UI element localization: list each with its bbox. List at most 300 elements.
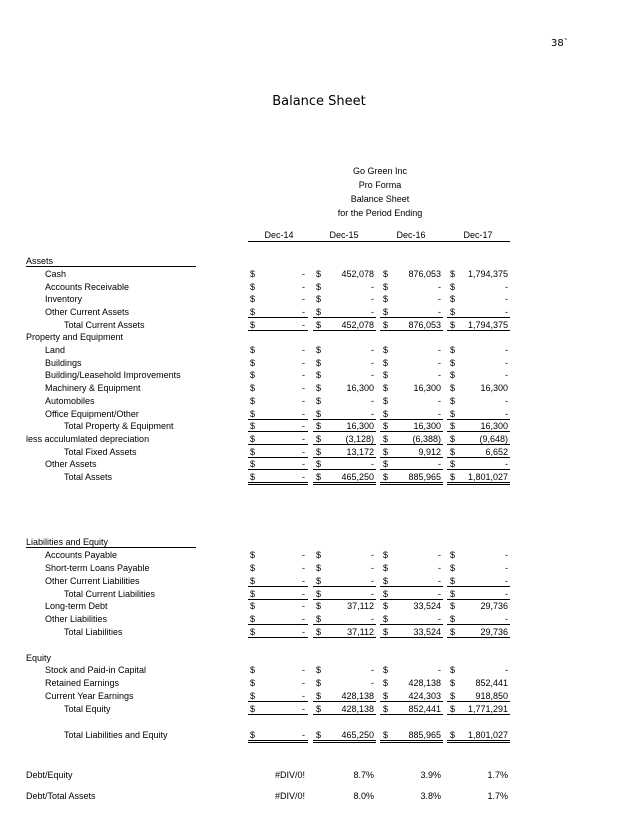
currency-symbol: $ — [316, 589, 322, 599]
cell-value: 885,965 — [408, 730, 441, 740]
row-label: Short-term Loans Payable — [45, 563, 150, 573]
statement-subtitle: Pro Forma — [358, 180, 402, 190]
currency-symbol: $ — [383, 447, 389, 457]
currency-symbol: $ — [250, 358, 256, 368]
currency-symbol: $ — [250, 459, 256, 469]
cell-value: - — [438, 409, 441, 419]
currency-symbol: $ — [316, 282, 322, 292]
currency-symbol: $ — [316, 320, 322, 330]
cell-value: 16,300 — [346, 421, 374, 431]
cell-value: - — [505, 589, 508, 599]
double-underline — [313, 482, 376, 485]
currency-symbol: $ — [250, 678, 256, 688]
cell-value: 33,524 — [413, 627, 441, 637]
cell-value: 428,138 — [341, 704, 374, 714]
row-label: Other Assets — [45, 459, 97, 469]
currency-symbol: $ — [450, 396, 456, 406]
cell-value: - — [302, 691, 305, 701]
subtotal-underline — [447, 330, 510, 331]
cell-value: - — [505, 345, 508, 355]
ratio-value: 8.0% — [353, 791, 374, 801]
currency-symbol: $ — [450, 576, 456, 586]
currency-symbol: $ — [250, 269, 256, 279]
subtotal-underline — [380, 444, 443, 445]
currency-symbol: $ — [450, 550, 456, 560]
cell-value: 6,652 — [485, 447, 508, 457]
currency-symbol: $ — [250, 614, 256, 624]
cell-value: 16,300 — [480, 421, 508, 431]
ratio-value: 1.7% — [487, 791, 508, 801]
row-label: Office Equipment/Other — [45, 409, 139, 419]
currency-symbol: $ — [250, 550, 256, 560]
cell-value: - — [438, 307, 441, 317]
currency-symbol: $ — [383, 576, 389, 586]
cell-value: 424,303 — [408, 691, 441, 701]
cell-value: 16,300 — [480, 383, 508, 393]
subtotal-underline — [447, 701, 510, 702]
cell-value: 9,912 — [418, 447, 441, 457]
cell-value: - — [371, 396, 374, 406]
section-underline — [26, 266, 196, 267]
currency-symbol: $ — [316, 421, 322, 431]
currency-symbol: $ — [316, 691, 322, 701]
currency-symbol: $ — [450, 601, 456, 611]
currency-symbol: $ — [316, 396, 322, 406]
currency-symbol: $ — [316, 730, 322, 740]
subtotal-underline — [313, 624, 376, 625]
currency-symbol: $ — [450, 614, 456, 624]
currency-symbol: $ — [383, 396, 389, 406]
cell-value: - — [302, 614, 305, 624]
currency-symbol: $ — [450, 269, 456, 279]
ratio-value: 3.8% — [420, 791, 441, 801]
currency-symbol: $ — [383, 459, 389, 469]
currency-symbol: $ — [250, 370, 256, 380]
currency-symbol: $ — [383, 472, 389, 482]
section-heading: Liabilities and Equity — [26, 537, 109, 547]
subtotal-underline — [447, 714, 510, 715]
cell-value: - — [371, 550, 374, 560]
cell-value: 37,112 — [347, 627, 374, 637]
double-underline — [447, 482, 510, 485]
cell-value: - — [371, 358, 374, 368]
cell-value: - — [505, 550, 508, 560]
subtotal-underline — [380, 317, 443, 318]
page-number: 38` — [551, 38, 569, 49]
statement-name: Balance Sheet — [350, 194, 410, 204]
cell-value: - — [371, 282, 374, 292]
row-label: Total Current Liabilities — [64, 589, 156, 599]
subtotal-underline — [248, 431, 308, 432]
currency-symbol: $ — [250, 383, 256, 393]
cell-value: - — [302, 421, 305, 431]
row-label: Cash — [45, 269, 67, 279]
row-label: Total Equity — [64, 704, 111, 714]
currency-symbol: $ — [450, 345, 456, 355]
subtotal-underline — [447, 317, 510, 318]
cell-value: 16,300 — [346, 383, 374, 393]
subtotal-underline — [313, 469, 376, 470]
currency-symbol: $ — [316, 665, 322, 675]
cell-value: (9,648) — [479, 434, 508, 444]
cell-value: - — [371, 678, 374, 688]
row-label: Building/Leasehold Improvements — [45, 370, 181, 380]
ratio-value: #DIV/0! — [274, 791, 305, 801]
row-label: Total Liabilities and Equity — [64, 730, 168, 740]
subtotal-underline — [313, 457, 376, 458]
cell-value: - — [505, 614, 508, 624]
row-label: Retained Earnings — [45, 678, 120, 688]
currency-symbol: $ — [316, 409, 322, 419]
subtotal-underline — [313, 317, 376, 318]
currency-symbol: $ — [250, 345, 256, 355]
subtotal-underline — [447, 637, 510, 638]
subtotal-underline — [313, 330, 376, 331]
cell-value: - — [302, 447, 305, 457]
subtotal-underline — [248, 317, 308, 318]
row-label: Accounts Receivable — [45, 282, 130, 292]
currency-symbol: $ — [450, 421, 456, 431]
cell-value: - — [438, 589, 441, 599]
cell-value: 1,771,291 — [467, 704, 508, 714]
cell-value: 876,053 — [408, 320, 441, 330]
ratio-value: #DIV/0! — [274, 770, 305, 780]
column-header: Dec-14 — [264, 230, 294, 240]
subtotal-underline — [313, 637, 376, 638]
row-label: Total Current Assets — [64, 320, 145, 330]
cell-value: 885,965 — [408, 472, 441, 482]
cell-value: - — [438, 563, 441, 573]
currency-symbol: $ — [383, 550, 389, 560]
section-heading: Property and Equipment — [26, 332, 124, 342]
currency-symbol: $ — [316, 678, 322, 688]
cell-value: - — [371, 409, 374, 419]
cell-value: - — [302, 409, 305, 419]
currency-symbol: $ — [383, 678, 389, 688]
currency-symbol: $ — [383, 358, 389, 368]
currency-symbol: $ — [450, 704, 456, 714]
subtotal-underline — [248, 586, 308, 587]
currency-symbol: $ — [250, 576, 256, 586]
cell-value: - — [371, 576, 374, 586]
cell-value: - — [302, 459, 305, 469]
cell-value: 1,794,375 — [467, 269, 508, 279]
cell-value: - — [302, 730, 305, 740]
cell-value: 918,850 — [475, 691, 508, 701]
cell-value: - — [505, 358, 508, 368]
cell-value: 428,138 — [408, 678, 441, 688]
currency-symbol: $ — [450, 320, 456, 330]
subtotal-underline — [447, 444, 510, 445]
cell-value: - — [302, 320, 305, 330]
currency-symbol: $ — [316, 294, 322, 304]
section-heading: Assets — [26, 256, 54, 266]
currency-symbol: $ — [450, 409, 456, 419]
currency-symbol: $ — [450, 730, 456, 740]
cell-value: - — [505, 307, 508, 317]
subtotal-underline — [447, 469, 510, 470]
double-underline — [248, 482, 308, 485]
row-label: Machinery & Equipment — [45, 383, 141, 393]
cell-value: - — [505, 576, 508, 586]
currency-symbol: $ — [450, 434, 456, 444]
row-label: Inventory — [45, 294, 83, 304]
row-label: Total Fixed Assets — [64, 447, 137, 457]
currency-symbol: $ — [450, 282, 456, 292]
subtotal-underline — [248, 457, 308, 458]
currency-symbol: $ — [450, 665, 456, 675]
row-label: Total Property & Equipment — [64, 421, 174, 431]
currency-symbol: $ — [250, 447, 256, 457]
currency-symbol: $ — [250, 421, 256, 431]
cell-value: - — [302, 627, 305, 637]
cell-value: (6,388) — [412, 434, 441, 444]
currency-symbol: $ — [316, 307, 322, 317]
row-label: Land — [45, 345, 66, 355]
currency-symbol: $ — [316, 434, 322, 444]
double-underline — [380, 482, 443, 485]
subtotal-underline — [380, 586, 443, 587]
currency-symbol: $ — [250, 409, 256, 419]
currency-symbol: $ — [450, 459, 456, 469]
subtotal-underline — [313, 586, 376, 587]
cell-value: - — [302, 396, 305, 406]
currency-symbol: $ — [383, 691, 389, 701]
section-heading: Equity — [26, 653, 52, 663]
row-label: Accounts Payable — [45, 550, 118, 560]
currency-symbol: $ — [250, 282, 256, 292]
cell-value: - — [438, 550, 441, 560]
double-underline — [248, 740, 308, 743]
subtotal-underline — [447, 586, 510, 587]
currency-symbol: $ — [250, 704, 256, 714]
currency-symbol: $ — [383, 627, 389, 637]
ratio-value: 1.7% — [487, 770, 508, 780]
cell-value: - — [302, 294, 305, 304]
currency-symbol: $ — [383, 345, 389, 355]
currency-symbol: $ — [383, 269, 389, 279]
row-label: Stock and Paid-in Capital — [45, 665, 147, 675]
cell-value: - — [438, 282, 441, 292]
cell-value: - — [302, 550, 305, 560]
cell-value: - — [302, 563, 305, 573]
cell-value: - — [505, 563, 508, 573]
cell-value: - — [371, 665, 374, 675]
cell-value: - — [438, 358, 441, 368]
subtotal-underline — [313, 701, 376, 702]
cell-value: - — [371, 294, 374, 304]
cell-value: 876,053 — [408, 269, 441, 279]
cell-value: 16,300 — [413, 383, 441, 393]
currency-symbol: $ — [250, 589, 256, 599]
currency-symbol: $ — [450, 472, 456, 482]
cell-value: - — [438, 396, 441, 406]
currency-symbol: $ — [316, 704, 322, 714]
cell-value: - — [371, 589, 374, 599]
cell-value: - — [302, 307, 305, 317]
currency-symbol: $ — [383, 434, 389, 444]
cell-value: - — [302, 665, 305, 675]
row-label: Automobiles — [45, 396, 95, 406]
cell-value: - — [438, 345, 441, 355]
subtotal-underline — [380, 469, 443, 470]
currency-symbol: $ — [383, 614, 389, 624]
currency-symbol: $ — [450, 307, 456, 317]
subtotal-underline — [380, 457, 443, 458]
row-label: Other Current Assets — [45, 307, 130, 317]
cell-value: - — [302, 589, 305, 599]
cell-value: - — [505, 370, 508, 380]
ratio-value: 3.9% — [420, 770, 441, 780]
currency-symbol: $ — [250, 396, 256, 406]
subtotal-underline — [313, 714, 376, 715]
double-underline — [313, 740, 376, 743]
currency-symbol: $ — [383, 282, 389, 292]
subtotal-underline — [447, 624, 510, 625]
cell-value: 1,801,027 — [467, 730, 508, 740]
currency-symbol: $ — [316, 345, 322, 355]
cell-value: 452,078 — [341, 269, 374, 279]
cell-value: 16,300 — [413, 421, 441, 431]
subtotal-underline — [248, 637, 308, 638]
currency-symbol: $ — [316, 550, 322, 560]
currency-symbol: $ — [450, 294, 456, 304]
cell-value: - — [438, 294, 441, 304]
company-name: Go Green Inc — [352, 166, 408, 176]
row-label: Buildings — [45, 358, 82, 368]
currency-symbol: $ — [316, 358, 322, 368]
cell-value: (3,128) — [345, 434, 374, 444]
currency-symbol: $ — [250, 627, 256, 637]
currency-symbol: $ — [316, 576, 322, 586]
currency-symbol: $ — [450, 383, 456, 393]
currency-symbol: $ — [316, 472, 322, 482]
currency-symbol: $ — [450, 627, 456, 637]
subtotal-underline — [248, 444, 308, 445]
row-label: Other Current Liabilities — [45, 576, 140, 586]
cell-value: - — [505, 396, 508, 406]
currency-symbol: $ — [250, 691, 256, 701]
subtotal-underline — [248, 714, 308, 715]
cell-value: - — [302, 358, 305, 368]
currency-symbol: $ — [250, 601, 256, 611]
cell-value: - — [302, 434, 305, 444]
currency-symbol: $ — [450, 691, 456, 701]
cell-value: 29,736 — [480, 601, 508, 611]
currency-symbol: $ — [383, 320, 389, 330]
cell-value: 1,801,027 — [467, 472, 508, 482]
cell-value: - — [302, 678, 305, 688]
subtotal-underline — [380, 714, 443, 715]
cell-value: 428,138 — [341, 691, 374, 701]
section-underline — [26, 547, 196, 548]
currency-symbol: $ — [383, 665, 389, 675]
currency-symbol: $ — [250, 434, 256, 444]
currency-symbol: $ — [383, 589, 389, 599]
column-header: Dec-15 — [329, 230, 359, 240]
cell-value: - — [371, 370, 374, 380]
cell-value: - — [505, 282, 508, 292]
cell-value: - — [302, 383, 305, 393]
subtotal-underline — [447, 431, 510, 432]
cell-value: - — [505, 665, 508, 675]
currency-symbol: $ — [316, 383, 322, 393]
ratio-label: Debt/Equity — [26, 770, 73, 780]
subtotal-underline — [380, 624, 443, 625]
subtotal-underline — [248, 330, 308, 331]
currency-symbol: $ — [316, 614, 322, 624]
cell-value: 1,794,375 — [467, 320, 508, 330]
cell-value: - — [302, 576, 305, 586]
subtotal-underline — [248, 701, 308, 702]
subtotal-underline — [248, 419, 308, 420]
page-title: Balance Sheet — [272, 94, 366, 109]
cell-value: - — [505, 459, 508, 469]
row-label: Total Liabilities — [64, 627, 123, 637]
currency-symbol: $ — [450, 447, 456, 457]
cell-value: - — [371, 307, 374, 317]
currency-symbol: $ — [316, 563, 322, 573]
cell-value: 852,441 — [408, 704, 441, 714]
currency-symbol: $ — [250, 307, 256, 317]
cell-value: - — [371, 563, 374, 573]
row-label: Long-term Debt — [45, 601, 108, 611]
row-label: Other Liabilities — [45, 614, 108, 624]
currency-symbol: $ — [316, 459, 322, 469]
currency-symbol: $ — [316, 601, 322, 611]
currency-symbol: $ — [383, 704, 389, 714]
row-label: Current Year Earnings — [45, 691, 134, 701]
cell-value: - — [438, 665, 441, 675]
cell-value: 465,250 — [341, 730, 374, 740]
subtotal-underline — [248, 469, 308, 470]
cell-value: - — [438, 614, 441, 624]
subtotal-underline — [380, 330, 443, 331]
currency-symbol: $ — [316, 370, 322, 380]
subtotal-underline — [447, 457, 510, 458]
currency-symbol: $ — [450, 370, 456, 380]
currency-symbol: $ — [250, 730, 256, 740]
currency-symbol: $ — [250, 320, 256, 330]
cell-value: - — [302, 282, 305, 292]
cell-value: 37,112 — [347, 601, 374, 611]
currency-symbol: $ — [316, 627, 322, 637]
currency-symbol: $ — [450, 678, 456, 688]
column-header: Dec-16 — [396, 230, 426, 240]
cell-value: - — [505, 294, 508, 304]
cell-value: - — [302, 472, 305, 482]
column-header: Dec-17 — [463, 230, 493, 240]
cell-value: 465,250 — [341, 472, 374, 482]
cell-value: - — [505, 409, 508, 419]
column-header-underline — [248, 241, 510, 242]
currency-symbol: $ — [383, 730, 389, 740]
currency-symbol: $ — [316, 269, 322, 279]
row-label: Total Assets — [64, 472, 113, 482]
currency-symbol: $ — [250, 665, 256, 675]
subtotal-underline — [313, 444, 376, 445]
currency-symbol: $ — [450, 358, 456, 368]
cell-value: - — [302, 370, 305, 380]
double-underline — [380, 740, 443, 743]
currency-symbol: $ — [383, 370, 389, 380]
cell-value: 13,172 — [346, 447, 374, 457]
currency-symbol: $ — [383, 421, 389, 431]
cell-value: - — [438, 370, 441, 380]
cell-value: 852,441 — [475, 678, 508, 688]
currency-symbol: $ — [383, 307, 389, 317]
statement-period: for the Period Ending — [337, 208, 423, 218]
